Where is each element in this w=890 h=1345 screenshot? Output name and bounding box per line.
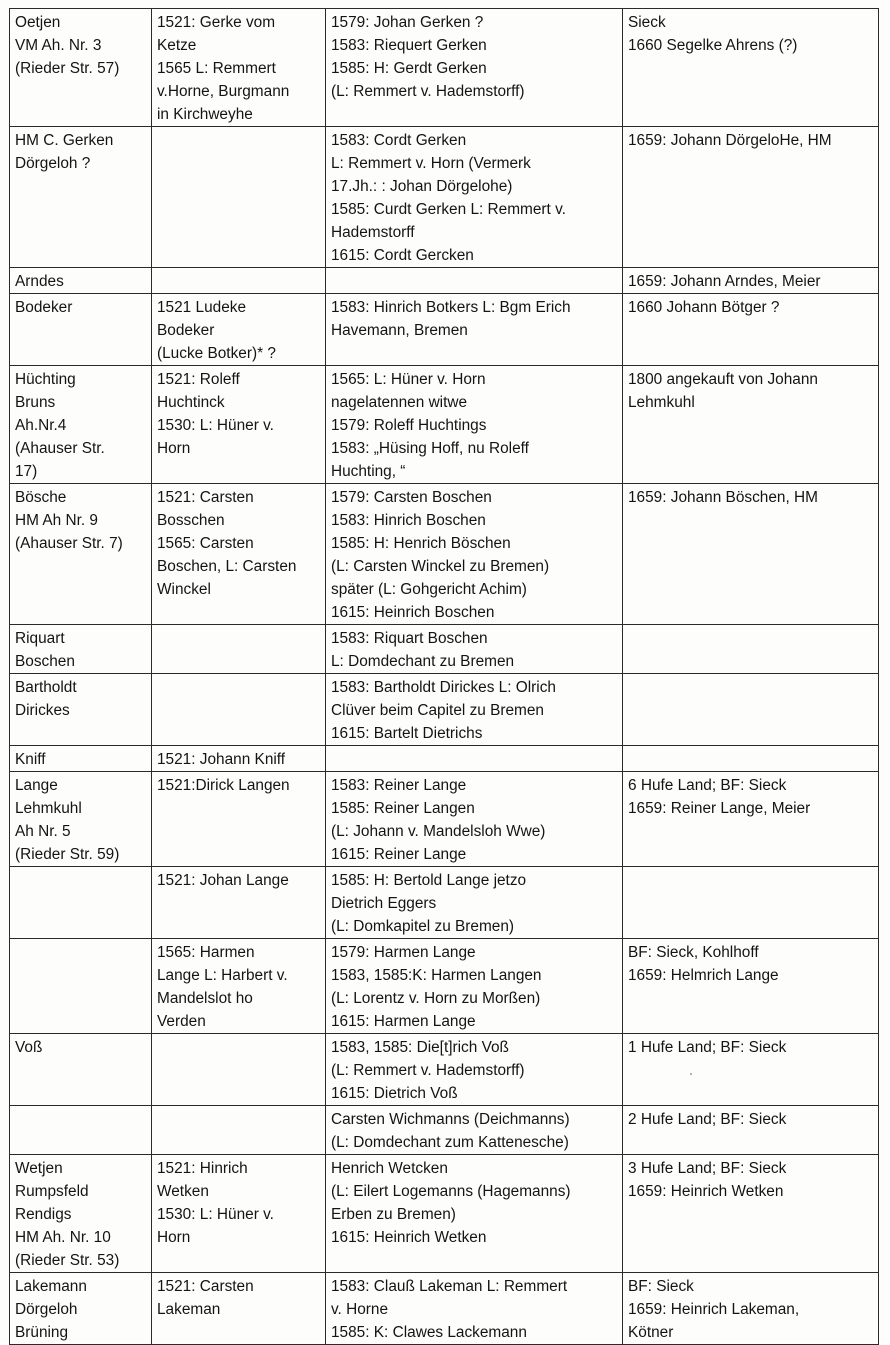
cell-text-line: Kötner [628,1324,674,1341]
entry-1521-cell [152,674,326,746]
cell-text-line: 1659: Helmrich Lange [628,967,779,984]
cell-text-line: Carsten Wichmanns (Deichmanns) [331,1111,570,1128]
entry-1521-cell [152,939,326,1034]
table-row [10,1155,879,1273]
cell-text-line: 1659: Heinrich Lakeman, [628,1301,800,1318]
entry-1521-cell [152,625,326,674]
entry-1583-cell [326,1034,623,1106]
entry-1583-cell [326,9,623,127]
cell-text-line: 1521: Carsten [157,1278,254,1295]
entry-later-cell [623,625,879,674]
cell-text-line: Huchtinck [157,394,225,411]
cell-text-line: 1659: Johann Arndes, Meier [628,273,821,290]
cell-text-line: 2 Hufe Land; BF: Sieck [628,1111,787,1128]
entry-1521-cell [152,366,326,484]
cell-text-line: 1585: H: Bertold Lange jetzo [331,872,527,889]
table-row [10,268,879,294]
entry-later-cell [623,772,879,867]
entry-later-cell [623,746,879,772]
cell-text-line: v. Horne [331,1301,389,1318]
cell-text-line: Verden [157,1013,206,1030]
entry-1583-cell [326,1155,623,1273]
cell-text-line: 1583: Hinrich Boschen [331,512,486,529]
cell-text-line: v.Horne, Burgmann [157,83,290,100]
entry-1521-cell [152,127,326,268]
cell-text-line: Ah Nr. 5 [15,823,71,840]
farm-history-table [9,8,879,1345]
cell-text-line: L: Remmert v. Horn (Vermerk [331,155,531,172]
cell-text-line: 1579: Carsten Boschen [331,489,492,506]
cell-text-line: Winckel [157,581,211,598]
cell-text-line: 1521: Hinrich [157,1160,248,1177]
cell-text-line: Kniff [15,751,46,768]
cell-text-line: 6 Hufe Land; BF: Sieck [628,777,787,794]
cell-text-line: L: Domdechant zu Bremen [331,653,515,670]
cell-text-line: 1583: Reiner Lange [331,777,467,794]
cell-text-line: (L: Johann v. Mandelsloh Wwe) [331,823,546,840]
cell-text-line: 1585: Curdt Gerken L: Remmert v. [331,201,566,218]
cell-text-line: Bruns [15,394,56,411]
entry-later-cell [623,1034,879,1106]
cell-text-line: Huchting, “ [331,463,406,480]
cell-text-line: 1660 Segelke Ahrens (?) [628,37,798,54]
entry-later-cell [623,366,879,484]
cell-text-line: 1530: L: Hüner v. [157,1206,274,1223]
cell-text-line: (L: Remmert v. Hademstorff) [331,1062,525,1079]
cell-text-line: HM C. Gerken [15,132,114,149]
table-row [10,1034,879,1106]
cell-text-line: 1521: Gerke vom [157,14,276,31]
cell-text-line: 1583: Bartholdt Dirickes L: Olrich [331,679,556,696]
entry-1521-cell [152,294,326,366]
entry-later-cell [623,867,879,939]
cell-text-line: (Lucke Botker)* ? [157,345,276,362]
entry-1583-cell [326,366,623,484]
entry-1583-cell [326,625,623,674]
cell-text-line: 1659: Johann Böschen, HM [628,489,818,506]
cell-text-line: Boschen [15,653,75,670]
cell-text-line: 17.Jh.: : Johan Dörgelohe) [331,178,513,195]
cell-text-line: 1585: H: Henrich Böschen [331,535,511,552]
cell-text-line: Lehmkuhl [628,394,695,411]
cell-text-line: 1521: Johann Kniff [157,751,286,768]
table-row [10,127,879,268]
cell-text-line: Erben zu Bremen) [331,1206,456,1223]
cell-text-line: (Ahauser Str. 7) [15,535,123,552]
entry-1521-cell [152,1155,326,1273]
cell-text-line: (L: Remmert v. Hademstorff) [331,83,525,100]
table-row [10,867,879,939]
cell-text-line: 1583: Cordt Gerken [331,132,467,149]
cell-text-line: Oetjen [15,14,61,31]
farm-name-cell [10,1034,152,1106]
cell-text-line: Bosschen [157,512,225,529]
cell-text-line: Bodeker [15,299,73,316]
entry-1521-cell [152,484,326,625]
entry-1583-cell [326,268,623,294]
cell-text-line: Horn [157,1229,191,1246]
table-row [10,625,879,674]
entry-1583-cell [326,939,623,1034]
cell-text-line: (L: Lorentz v. Horn zu Morßen) [331,990,541,1007]
table-row [10,772,879,867]
entry-1521-cell [152,1273,326,1345]
scan-speck [690,1073,692,1075]
cell-text-line: 1659: Reiner Lange, Meier [628,800,811,817]
farm-name-cell [10,268,152,294]
cell-text-line: 1521: Roleff [157,371,240,388]
cell-text-line: 1521 Ludeke [157,299,247,316]
farm-name-cell [10,1273,152,1345]
cell-text-line: 1565: Harmen [157,944,255,961]
entry-later-cell [623,268,879,294]
farm-name-cell [10,939,152,1034]
cell-text-line: 1583, 1585: Die[t]rich Voß [331,1039,509,1056]
cell-text-line: (Rieder Str. 59) [15,846,120,863]
cell-text-line: HM Ah Nr. 9 [15,512,98,529]
cell-text-line: VM Ah. Nr. 3 [15,37,102,54]
cell-text-line: 1579: Roleff Huchtings [331,417,487,434]
entry-1583-cell [326,484,623,625]
entry-1583-cell [326,746,623,772]
entry-1583-cell [326,772,623,867]
farm-name-cell [10,294,152,366]
entry-1521-cell [152,772,326,867]
entry-1521-cell [152,867,326,939]
cell-text-line: 1583: Clauß Lakeman L: Remmert [331,1278,568,1295]
cell-text-line: 1800 angekauft von Johann [628,371,818,388]
cell-text-line: Lakeman [157,1301,221,1318]
cell-text-line: (L: Domkapitel zu Bremen) [331,918,515,935]
farm-name-cell [10,746,152,772]
cell-text-line: Wetken [157,1183,209,1200]
table-row [10,674,879,746]
farm-name-cell [10,127,152,268]
cell-text-line: (L: Eilert Logemanns (Hagemanns) [331,1183,571,1200]
entry-1521-cell [152,9,326,127]
cell-text-line: Ketze [157,37,197,54]
table-row [10,366,879,484]
entry-1521-cell [152,1034,326,1106]
cell-text-line: Ah.Nr.4 [15,417,67,434]
table-row [10,294,879,366]
cell-text-line: Dörgeloh ? [15,155,91,172]
cell-text-line: Dietrich Eggers [331,895,437,912]
entry-later-cell [623,9,879,127]
cell-text-line: 1615: Harmen Lange [331,1013,476,1030]
entry-1521-cell [152,268,326,294]
table-row [10,746,879,772]
cell-text-line: 1579: Harmen Lange [331,944,476,961]
entry-later-cell [623,1155,879,1273]
cell-text-line: Wetjen [15,1160,63,1177]
cell-text-line: (L: Carsten Winckel zu Bremen) [331,558,550,575]
cell-text-line: Bartholdt [15,679,77,696]
entry-1583-cell [326,294,623,366]
table-row [10,939,879,1034]
entry-later-cell [623,294,879,366]
cell-text-line: 1521: Carsten [157,489,254,506]
cell-text-line: 1521: Johan Lange [157,872,289,889]
cell-text-line: 1659: Johann DörgeloHe, HM [628,132,832,149]
cell-text-line: Bösche [15,489,67,506]
farm-name-cell [10,772,152,867]
cell-text-line: Lange [15,777,58,794]
table-row [10,1273,879,1345]
cell-text-line: 1585: H: Gerdt Gerken [331,60,487,77]
cell-text-line: 1615: Dietrich Voß [331,1085,458,1102]
cell-text-line: Dörgeloh [15,1301,78,1318]
cell-text-line: Rendigs [15,1206,72,1223]
cell-text-line: Bodeker [157,322,215,339]
cell-text-line: 1565 L: Remmert [157,60,276,77]
cell-text-line: 17) [15,463,38,480]
cell-text-line: Mandelslot ho [157,990,253,1007]
entry-1583-cell [326,867,623,939]
entry-1583-cell [326,1273,623,1345]
cell-text-line: 3 Hufe Land; BF: Sieck [628,1160,787,1177]
cell-text-line: Lange L: Harbert v. [157,967,288,984]
cell-text-line: 1579: Johan Gerken ? [331,14,484,31]
cell-text-line: 1615: Cordt Gercken [331,247,474,264]
cell-text-line: (L: Domdechant zum Kattenesche) [331,1134,569,1151]
cell-text-line: später (L: Gohgericht Achim) [331,581,527,598]
entry-later-cell [623,939,879,1034]
cell-text-line: 1530: L: Hüner v. [157,417,274,434]
entry-1521-cell [152,746,326,772]
cell-text-line: 1583: „Hüsing Hoff, nu Roleff [331,440,529,457]
entry-later-cell [623,674,879,746]
cell-text-line: Havemann, Bremen [331,322,468,339]
table-row [10,484,879,625]
farm-name-cell [10,1155,152,1273]
cell-text-line: Clüver beim Capitel zu Bremen [331,702,544,719]
entry-later-cell [623,1106,879,1155]
cell-text-line: Rumpsfeld [15,1183,89,1200]
cell-text-line: (Ahauser Str. [15,440,105,457]
cell-text-line: Riquart [15,630,65,647]
cell-text-line: 1565: Carsten [157,535,254,552]
cell-text-line: 1585: K: Clawes Lackemann [331,1324,527,1341]
cell-text-line: Lehmkuhl [15,800,82,817]
cell-text-line: 1583: Riquart Boschen [331,630,488,647]
cell-text-line: 1660 Johann Bötger ? [628,299,780,316]
cell-text-line: Henrich Wetcken [331,1160,448,1177]
entry-1583-cell [326,1106,623,1155]
cell-text-line: Boschen, L: Carsten [157,558,297,575]
farm-name-cell [10,867,152,939]
cell-text-line: nagelatennen witwe [331,394,468,411]
farm-name-cell [10,484,152,625]
cell-text-line: BF: Sieck, Kohlhoff [628,944,759,961]
cell-text-line: BF: Sieck [628,1278,694,1295]
cell-text-line: 1 Hufe Land; BF: Sieck [628,1039,787,1056]
cell-text-line: 1565: L: Hüner v. Horn [331,371,486,388]
cell-text-line: 1615: Heinrich Boschen [331,604,495,621]
cell-text-line: 1583: Riequert Gerken [331,37,487,54]
cell-text-line: (Rieder Str. 57) [15,60,120,77]
entry-later-cell [623,484,879,625]
table-row [10,1106,879,1155]
farm-name-cell [10,9,152,127]
cell-text-line: 1521:Dirick Langen [157,777,290,794]
entry-1583-cell [326,674,623,746]
cell-text-line: 1615: Reiner Lange [331,846,467,863]
cell-text-line: Lakemann [15,1278,87,1295]
cell-text-line: Brüning [15,1324,69,1341]
cell-text-line: Sieck [628,14,666,31]
cell-text-line: 1615: Bartelt Dietrichs [331,725,483,742]
cell-text-line: Horn [157,440,191,457]
cell-text-line: Hademstorff [331,224,415,241]
cell-text-line: 1615: Heinrich Wetken [331,1229,487,1246]
entry-later-cell [623,1273,879,1345]
cell-text-line: 1583, 1585:K: Harmen Langen [331,967,542,984]
cell-text-line: Voß [15,1039,43,1056]
cell-text-line: Arndes [15,273,64,290]
farm-name-cell [10,366,152,484]
cell-text-line: 1585: Reiner Langen [331,800,475,817]
cell-text-line: Dirickes [15,702,70,719]
farm-name-cell [10,625,152,674]
cell-text-line: Hüchting [15,371,76,388]
entry-1583-cell [326,127,623,268]
cell-text-line: HM Ah. Nr. 10 [15,1229,111,1246]
farm-name-cell [10,674,152,746]
table-body [10,9,879,1345]
table-row [10,9,879,127]
cell-text-line: (Rieder Str. 53) [15,1252,120,1269]
cell-text-line: 1583: Hinrich Botkers L: Bgm Erich [331,299,571,316]
entry-later-cell [623,127,879,268]
entry-1521-cell [152,1106,326,1155]
farm-name-cell [10,1106,152,1155]
cell-text-line: in Kirchweyhe [157,106,253,123]
cell-text-line: 1659: Heinrich Wetken [628,1183,784,1200]
